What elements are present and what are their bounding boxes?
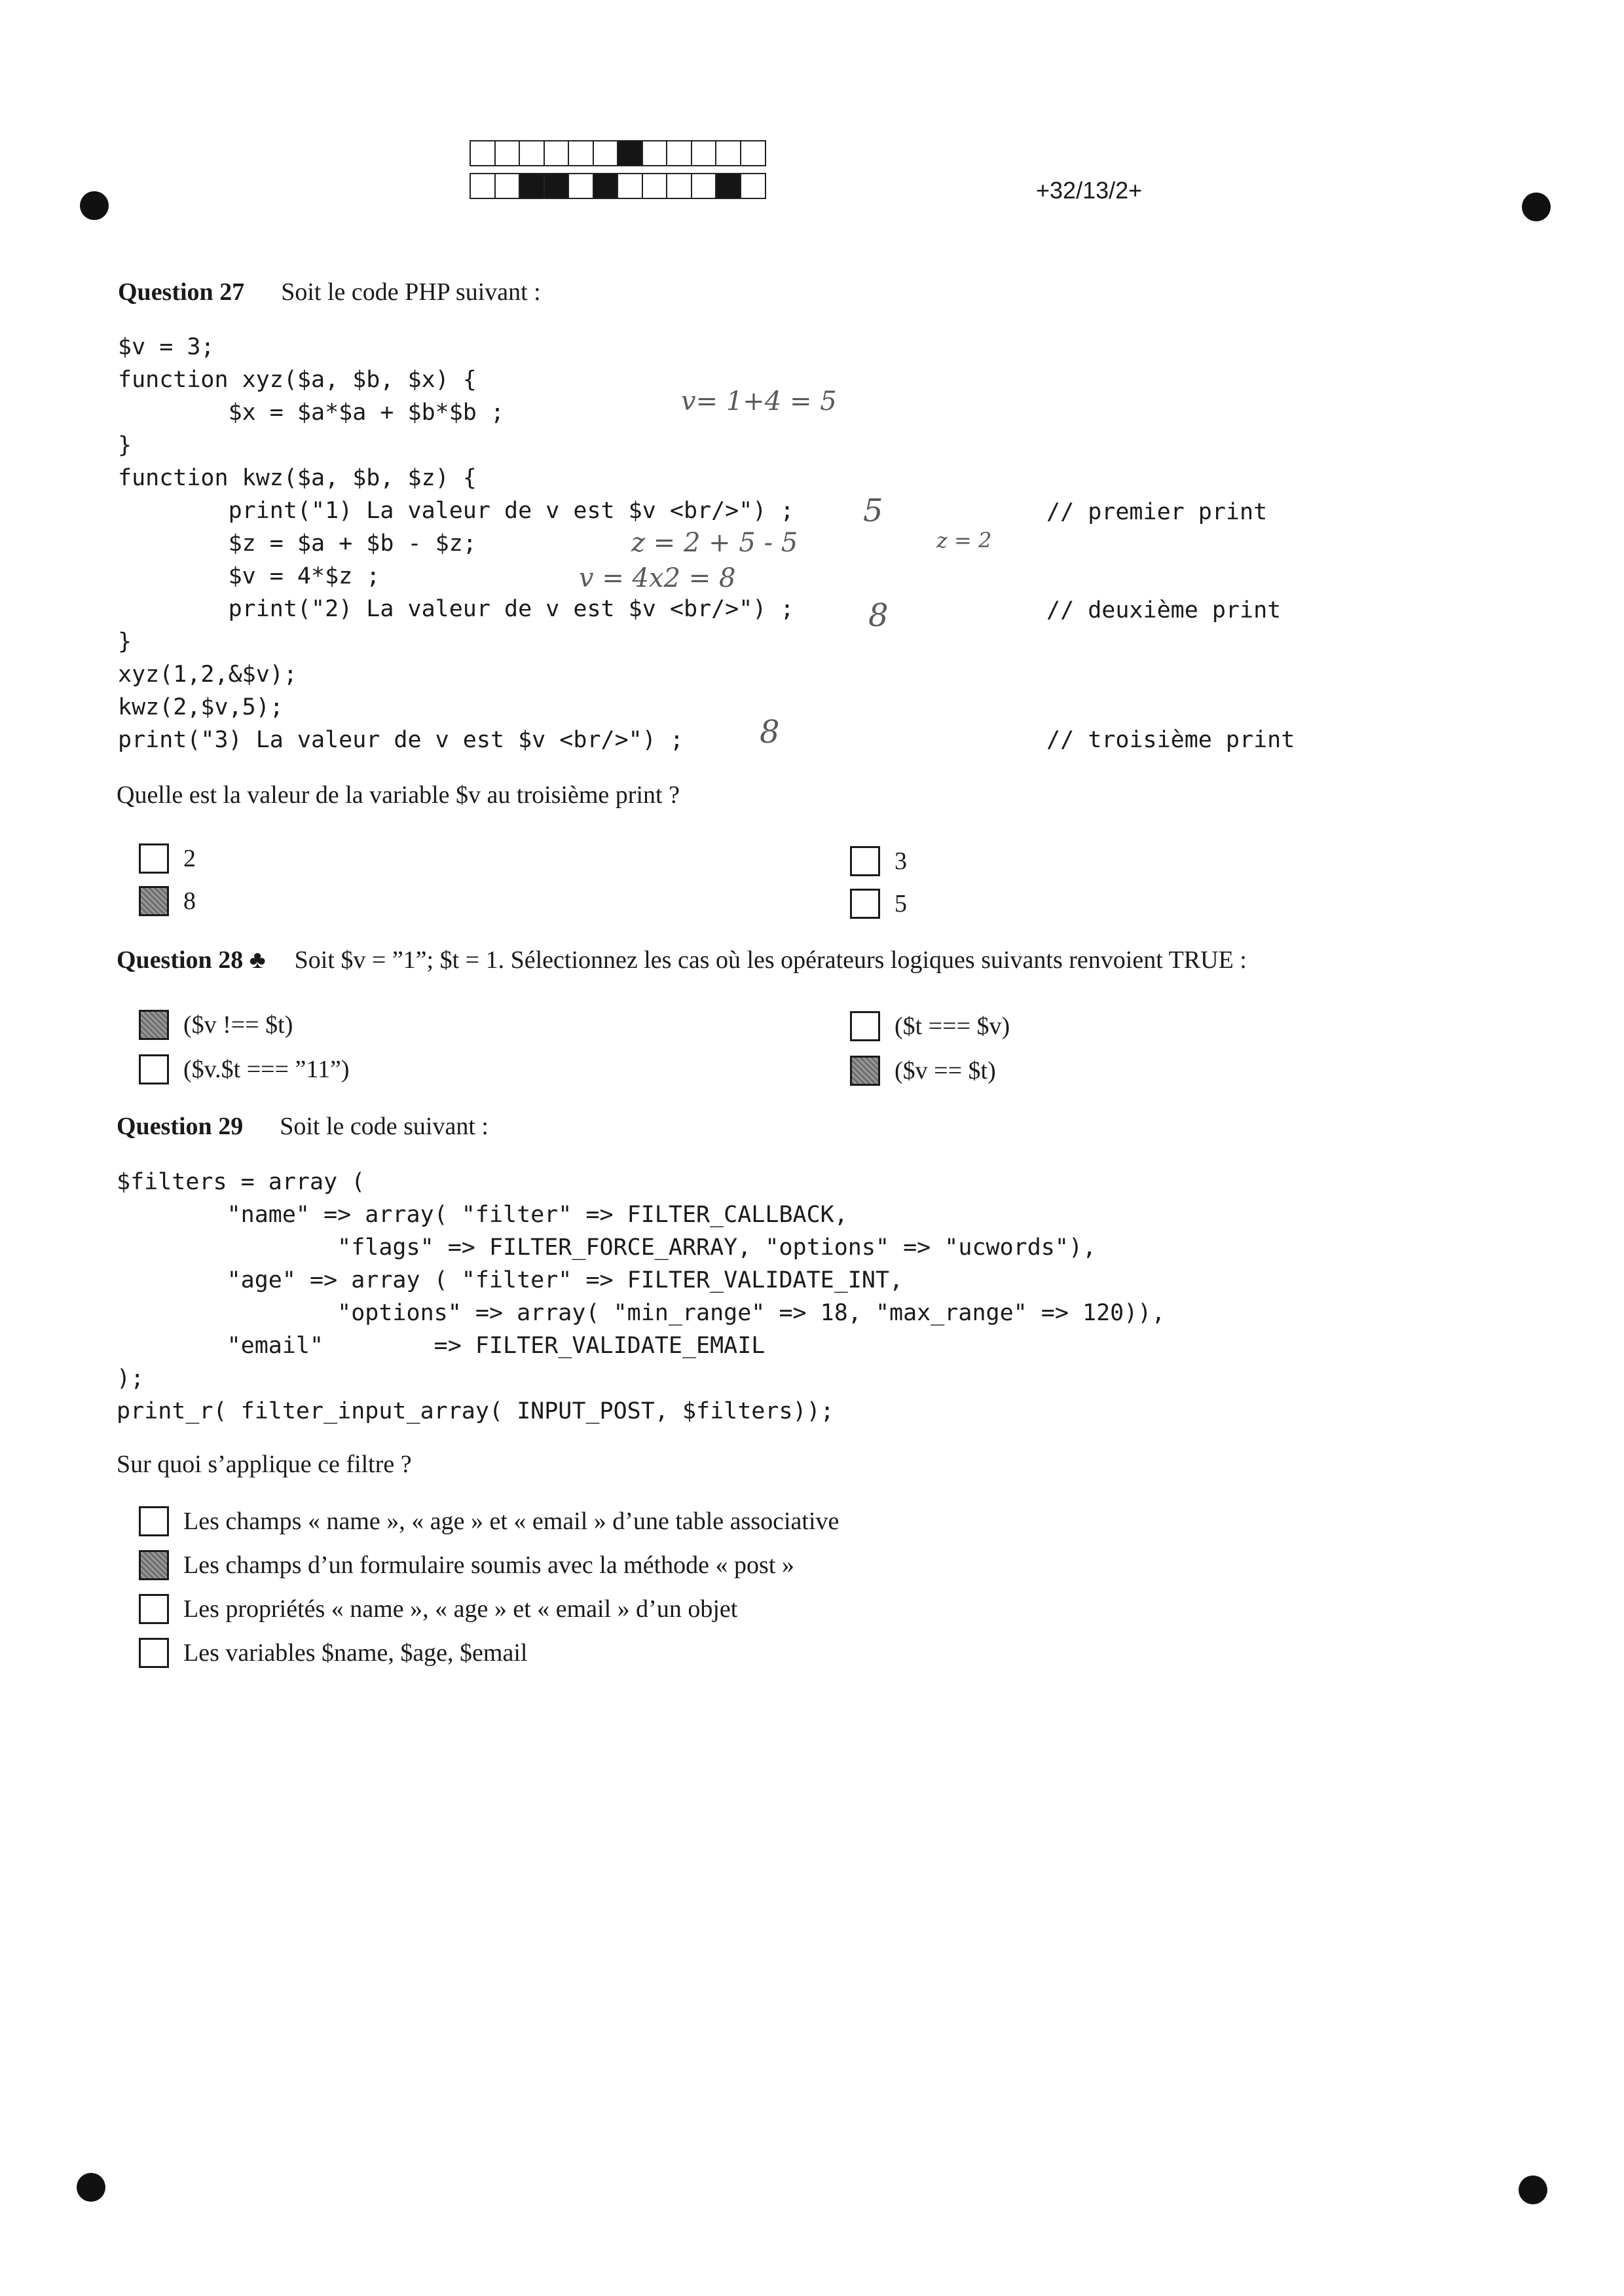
question-29-header [117,1112,489,1141]
q27-option-5[interactable] [850,889,907,919]
handwritten-note: 8 [868,597,889,634]
barcode-cell [568,173,594,199]
question-27-code: $v = 3; function xyz($a, $b, $x) { $x = $a*$a + $b*$b ; } function kwz($a, $b, $z) { print("1) La valeur de v est $v <br/>") ; $z = $a + $b - $z; $v = 4*$z ; print("2) La valeur de v est $v <br/>") ; } xyz(1,2,&$v); kwz(2,$v,5); print("3) La valeur de v est $v <br/>") ; [118,334,794,753]
page-identifier: +32/13/2+ [1036,177,1143,204]
handwritten-note: 5 [863,492,883,529]
q27-option-8[interactable] [139,886,196,916]
question-28-header [117,946,1247,974]
option-label: Les variables $name, $age, $email [183,1639,528,1667]
q29-option-variables[interactable] [139,1638,527,1668]
q28-option-concat[interactable] [139,1054,350,1084]
q28-option-identical[interactable] [850,1011,1010,1041]
q29-option-object-properties[interactable] [139,1594,737,1624]
barcode-cell [519,140,545,166]
option-label: ($v !== $t) [183,1011,293,1039]
checkbox[interactable] [139,843,169,874]
barcode-row-1 [470,140,764,166]
checkbox[interactable] [850,889,880,919]
q28-option-equal[interactable] [850,1056,996,1086]
q27-option-3[interactable] [850,846,907,876]
option-label: ($t === $v) [895,1012,1010,1040]
checkbox[interactable] [139,1638,169,1668]
barcode-row-2 [470,173,764,199]
option-label: Les propriétés « name », « age » et « email » d’un objet [183,1595,738,1623]
barcode-cell [470,140,496,166]
option-label: Les champs « name », « age » et « email » d’une table associative [183,1508,840,1535]
checkbox-checked[interactable] [139,1550,169,1580]
option-label: 3 [895,847,907,875]
question-29-code: $filters = array ( "name" => array( "filter" => FILTER_CALLBACK, "flags" => FILTER_FORCE_ARRAY, "options" => "ucwords"), "age" => array ( "filter" => FILTER_VALIDATE_INT, "options" => array( "min_range" => 18, "max_range" => 120)), "email" => FILTER_VALIDATE_EMAIL ); print_r( filter_input_array( INPUT_POST, $filters)); [117,1169,1166,1424]
barcode-cell [544,140,570,166]
comment-troisieme-print: // troisième print [1046,727,1295,753]
option-label: 5 [895,890,907,917]
barcode-cell [494,140,521,166]
option-label: 8 [183,887,196,915]
barcode-cell-filled [544,173,570,199]
barcode-cell [617,173,643,199]
comment-premier-print: // premier print [1046,499,1268,525]
comment-deuxieme-print: // deuxième print [1046,597,1282,623]
question-28-prompt: Soit $v = ”1”; $t = 1. Sélectionnez les cas où les opérateurs logiques suivants renvoient TRUE : [294,946,1247,974]
handwritten-note: z = 2 + 5 - 5 [631,528,798,558]
barcode-cell-filled [519,173,545,199]
question-29-question: Sur quoi s’applique ce filtre ? [117,1451,412,1478]
q29-option-associative-table[interactable] [139,1506,839,1536]
option-label: ($v == $t) [895,1057,996,1084]
registration-mark-top-left [80,191,109,220]
barcode-cell [666,140,692,166]
question-27-label: Question 27 [118,278,245,306]
barcode-cell [642,140,668,166]
checkbox[interactable] [139,1054,169,1084]
question-28-label: Question 28 ♣ [117,946,266,974]
barcode-cell-filled [617,140,643,166]
checkbox-checked[interactable] [139,886,169,916]
question-29-label: Question 29 [117,1113,244,1140]
barcode-cell [593,140,619,166]
option-label: ($v.$t === ”11”) [183,1056,350,1083]
barcode-cell [691,140,717,166]
checkbox-checked[interactable] [850,1056,880,1086]
q28-option-not-identical[interactable] [139,1010,293,1040]
option-label: Les champs d’un formulaire soumis avec la méthode « post » [183,1551,794,1579]
barcode-cell [691,173,717,199]
checkbox[interactable] [850,1011,880,1041]
barcode-cell-filled [593,173,619,199]
barcode-cell [568,140,594,166]
registration-mark-bottom-left [77,2173,105,2202]
question-27-header [118,278,541,306]
registration-mark-top-right [1522,193,1551,221]
checkbox-checked[interactable] [139,1010,169,1040]
checkbox[interactable] [139,1506,169,1536]
barcode-cell-filled [715,173,741,199]
checkbox[interactable] [850,846,880,876]
barcode-cell [666,173,692,199]
handwritten-note: 8 [760,714,780,750]
q27-option-2[interactable] [139,843,196,874]
barcode-cell [470,173,496,199]
question-27-prompt: Soit le code PHP suivant : [281,278,541,306]
barcode-cell [642,173,668,199]
barcode-cell [715,140,741,166]
handwritten-note: z = 2 [936,528,992,553]
question-27-question: Quelle est la valeur de la variable $v au troisième print ? [117,781,680,809]
barcode-cell [494,173,521,199]
option-label: 2 [183,845,196,872]
checkbox[interactable] [139,1594,169,1624]
registration-mark-bottom-right [1519,2176,1547,2204]
q29-option-form-post[interactable] [139,1550,794,1580]
handwritten-note: v= 1+4 = 5 [681,386,837,417]
handwritten-note: v = 4x2 = 8 [579,563,736,593]
barcode-cell [740,173,766,199]
barcode-cell [740,140,766,166]
question-29-prompt: Soit le code suivant : [280,1113,489,1140]
